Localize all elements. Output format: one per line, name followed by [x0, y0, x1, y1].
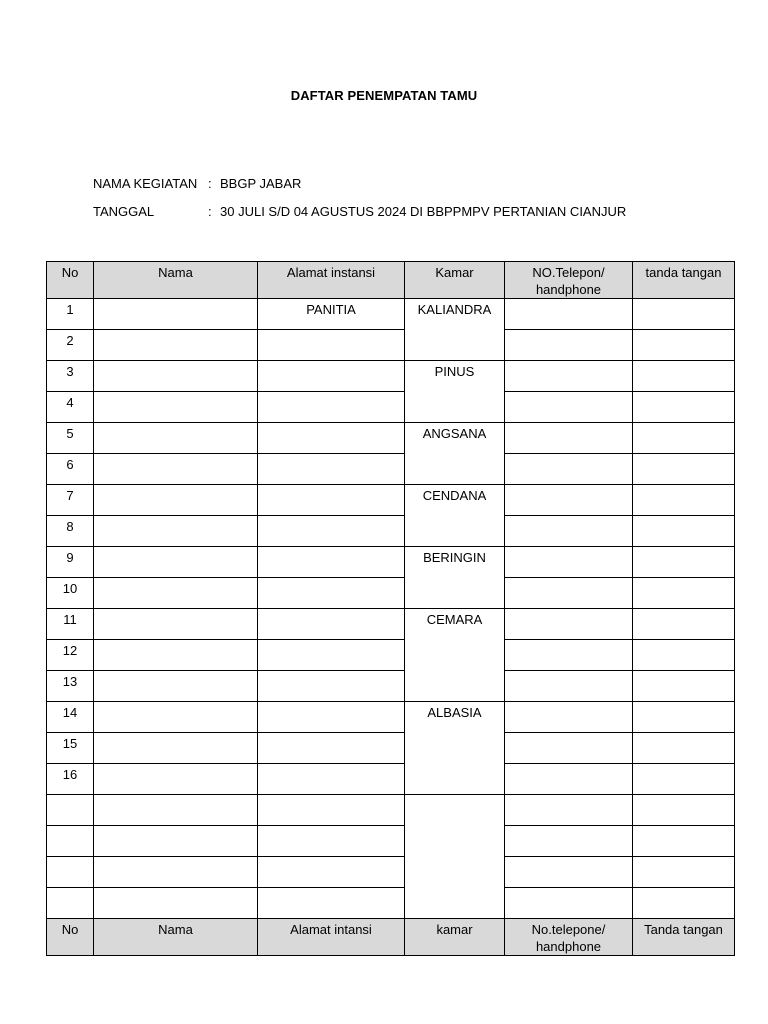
nama-cell[interactable]: [94, 826, 258, 857]
nama-cell[interactable]: [94, 857, 258, 888]
row-number: 11: [47, 609, 94, 640]
nama-cell[interactable]: [94, 547, 258, 578]
tanda-tangan-cell[interactable]: [633, 671, 735, 702]
nama-cell[interactable]: [94, 764, 258, 795]
table-row: [47, 702, 735, 733]
tanda-tangan-cell[interactable]: [633, 640, 735, 671]
nama-cell[interactable]: [94, 702, 258, 733]
nama-cell[interactable]: [94, 733, 258, 764]
telepon-cell[interactable]: [505, 299, 633, 330]
nama-cell[interactable]: [94, 609, 258, 640]
row-number: [47, 888, 94, 919]
header-tanda-tangan: tanda tangan: [633, 262, 735, 299]
tanda-tangan-cell[interactable]: [633, 392, 735, 423]
table-row: [47, 361, 735, 392]
telepon-cell[interactable]: [505, 454, 633, 485]
telepon-cell[interactable]: [505, 764, 633, 795]
field-label: TANGGAL: [93, 204, 155, 219]
row-number: 2: [47, 330, 94, 361]
telepon-cell[interactable]: [505, 547, 633, 578]
alamat-cell[interactable]: [258, 671, 405, 702]
nama-cell[interactable]: [94, 578, 258, 609]
tanda-tangan-cell[interactable]: [633, 423, 735, 454]
telepon-cell[interactable]: [505, 702, 633, 733]
alamat-cell[interactable]: [258, 361, 405, 392]
nama-cell[interactable]: [94, 330, 258, 361]
alamat-cell[interactable]: [258, 485, 405, 516]
nama-cell[interactable]: [94, 485, 258, 516]
table-row: [47, 547, 735, 578]
tanda-tangan-cell[interactable]: [633, 764, 735, 795]
table-row: [47, 640, 735, 671]
table-row: [47, 423, 735, 454]
kamar-cell: ANGSANA: [405, 423, 505, 485]
row-number: 8: [47, 516, 94, 547]
table-row: [47, 857, 735, 888]
tanda-tangan-cell[interactable]: [633, 733, 735, 764]
row-number: 10: [47, 578, 94, 609]
nama-cell[interactable]: [94, 516, 258, 547]
row-number: 13: [47, 671, 94, 702]
row-number: 4: [47, 392, 94, 423]
nama-cell[interactable]: [94, 640, 258, 671]
footer-nama: Nama: [94, 919, 258, 956]
nama-cell[interactable]: [94, 423, 258, 454]
alamat-cell[interactable]: PANITIA: [258, 299, 405, 330]
telepon-cell[interactable]: [505, 888, 633, 919]
nama-cell[interactable]: [94, 454, 258, 485]
alamat-cell[interactable]: [258, 702, 405, 733]
telepon-cell[interactable]: [505, 516, 633, 547]
alamat-cell[interactable]: [258, 795, 405, 826]
header-no: No: [47, 262, 94, 299]
footer-tanda-tangan: Tanda tangan: [633, 919, 735, 956]
alamat-cell[interactable]: [258, 733, 405, 764]
table-row: [47, 392, 735, 423]
telepon-cell[interactable]: [505, 361, 633, 392]
kamar-cell: CEMARA: [405, 609, 505, 702]
field-separator: :: [208, 204, 212, 219]
telepon-cell[interactable]: [505, 330, 633, 361]
nama-cell[interactable]: [94, 795, 258, 826]
footer-no: No: [47, 919, 94, 956]
alamat-cell[interactable]: [258, 857, 405, 888]
tanda-tangan-cell[interactable]: [633, 578, 735, 609]
row-number: 12: [47, 640, 94, 671]
field-label: NAMA KEGIATAN: [93, 176, 198, 191]
row-number: [47, 826, 94, 857]
table-row: [47, 609, 735, 640]
row-number: 5: [47, 423, 94, 454]
table-row: [47, 516, 735, 547]
tanda-tangan-cell[interactable]: [633, 330, 735, 361]
table-row: [47, 299, 735, 330]
document-title: DAFTAR PENEMPATAN TAMU: [290, 88, 478, 103]
row-number: 7: [47, 485, 94, 516]
nama-cell[interactable]: [94, 299, 258, 330]
alamat-cell[interactable]: [258, 826, 405, 857]
kamar-cell: BERINGIN: [405, 547, 505, 609]
row-number: 6: [47, 454, 94, 485]
nama-cell[interactable]: [94, 888, 258, 919]
table-row: [47, 485, 735, 516]
footer-alamat: Alamat intansi: [258, 919, 405, 956]
alamat-cell[interactable]: [258, 330, 405, 361]
table-row: [47, 454, 735, 485]
row-number: 3: [47, 361, 94, 392]
alamat-cell[interactable]: [258, 609, 405, 640]
kamar-cell: CENDANA: [405, 485, 505, 547]
table-row: [47, 733, 735, 764]
telepon-cell[interactable]: [505, 609, 633, 640]
alamat-cell[interactable]: [258, 640, 405, 671]
field-separator: :: [208, 176, 212, 191]
table-header-row: [47, 262, 735, 299]
telepon-cell[interactable]: [505, 826, 633, 857]
row-number: [47, 857, 94, 888]
tanda-tangan-cell[interactable]: [633, 361, 735, 392]
kamar-cell: PINUS: [405, 361, 505, 423]
alamat-cell[interactable]: [258, 888, 405, 919]
guest-placement-table: [46, 261, 735, 956]
row-number: 15: [47, 733, 94, 764]
row-number: 1: [47, 299, 94, 330]
nama-cell[interactable]: [94, 392, 258, 423]
telepon-cell[interactable]: [505, 423, 633, 454]
header-alamat: Alamat instansi: [258, 262, 405, 299]
alamat-cell[interactable]: [258, 392, 405, 423]
table-row: [47, 578, 735, 609]
tanda-tangan-cell[interactable]: [633, 609, 735, 640]
telepon-cell[interactable]: [505, 392, 633, 423]
row-number: 16: [47, 764, 94, 795]
tanda-tangan-cell[interactable]: [633, 888, 735, 919]
tanda-tangan-cell[interactable]: [633, 516, 735, 547]
table-row: [47, 330, 735, 361]
footer-kamar: kamar: [405, 919, 505, 956]
telepon-cell[interactable]: [505, 733, 633, 764]
telepon-cell[interactable]: [505, 485, 633, 516]
alamat-cell[interactable]: [258, 547, 405, 578]
tanda-tangan-cell[interactable]: [633, 795, 735, 826]
header-kamar: Kamar: [405, 262, 505, 299]
telepon-cell[interactable]: [505, 640, 633, 671]
tanda-tangan-cell[interactable]: [633, 826, 735, 857]
field-tanggal: [93, 204, 626, 219]
alamat-cell[interactable]: [258, 578, 405, 609]
row-number: 9: [47, 547, 94, 578]
table-row: [47, 795, 735, 826]
tanda-tangan-cell[interactable]: [633, 485, 735, 516]
nama-cell[interactable]: [94, 361, 258, 392]
kamar-cell: KALIANDRA: [405, 299, 505, 361]
kamar-cell: ALBASIA: [405, 702, 505, 795]
table-row: [47, 888, 735, 919]
tanda-tangan-cell[interactable]: [633, 857, 735, 888]
field-value: 30 JULI S/D 04 AGUSTUS 2024 DI BBPPMPV PERTANIAN CIANJUR: [220, 204, 627, 219]
tanda-tangan-cell[interactable]: [633, 547, 735, 578]
alamat-cell[interactable]: [258, 454, 405, 485]
table-row: [47, 671, 735, 702]
tanda-tangan-cell[interactable]: [633, 454, 735, 485]
field-nama-kegiatan: [93, 176, 301, 191]
row-number: [47, 795, 94, 826]
alamat-cell[interactable]: [258, 423, 405, 454]
header-nama: Nama: [94, 262, 258, 299]
nama-cell[interactable]: [94, 671, 258, 702]
alamat-cell[interactable]: [258, 516, 405, 547]
tanda-tangan-cell[interactable]: [633, 702, 735, 733]
table-row: [47, 826, 735, 857]
telepon-cell[interactable]: [505, 578, 633, 609]
table-footer-row: [47, 919, 735, 956]
tanda-tangan-cell[interactable]: [633, 299, 735, 330]
field-value: BBGP JABAR: [220, 176, 302, 191]
row-number: 14: [47, 702, 94, 733]
kamar-cell: [405, 795, 505, 919]
header-telepon: NO.Telepon/ handphone: [505, 262, 633, 299]
alamat-cell[interactable]: [258, 764, 405, 795]
telepon-cell[interactable]: [505, 671, 633, 702]
telepon-cell[interactable]: [505, 795, 633, 826]
table-row: [47, 764, 735, 795]
footer-telepon: No.telepone/ handphone: [505, 919, 633, 956]
telepon-cell[interactable]: [505, 857, 633, 888]
